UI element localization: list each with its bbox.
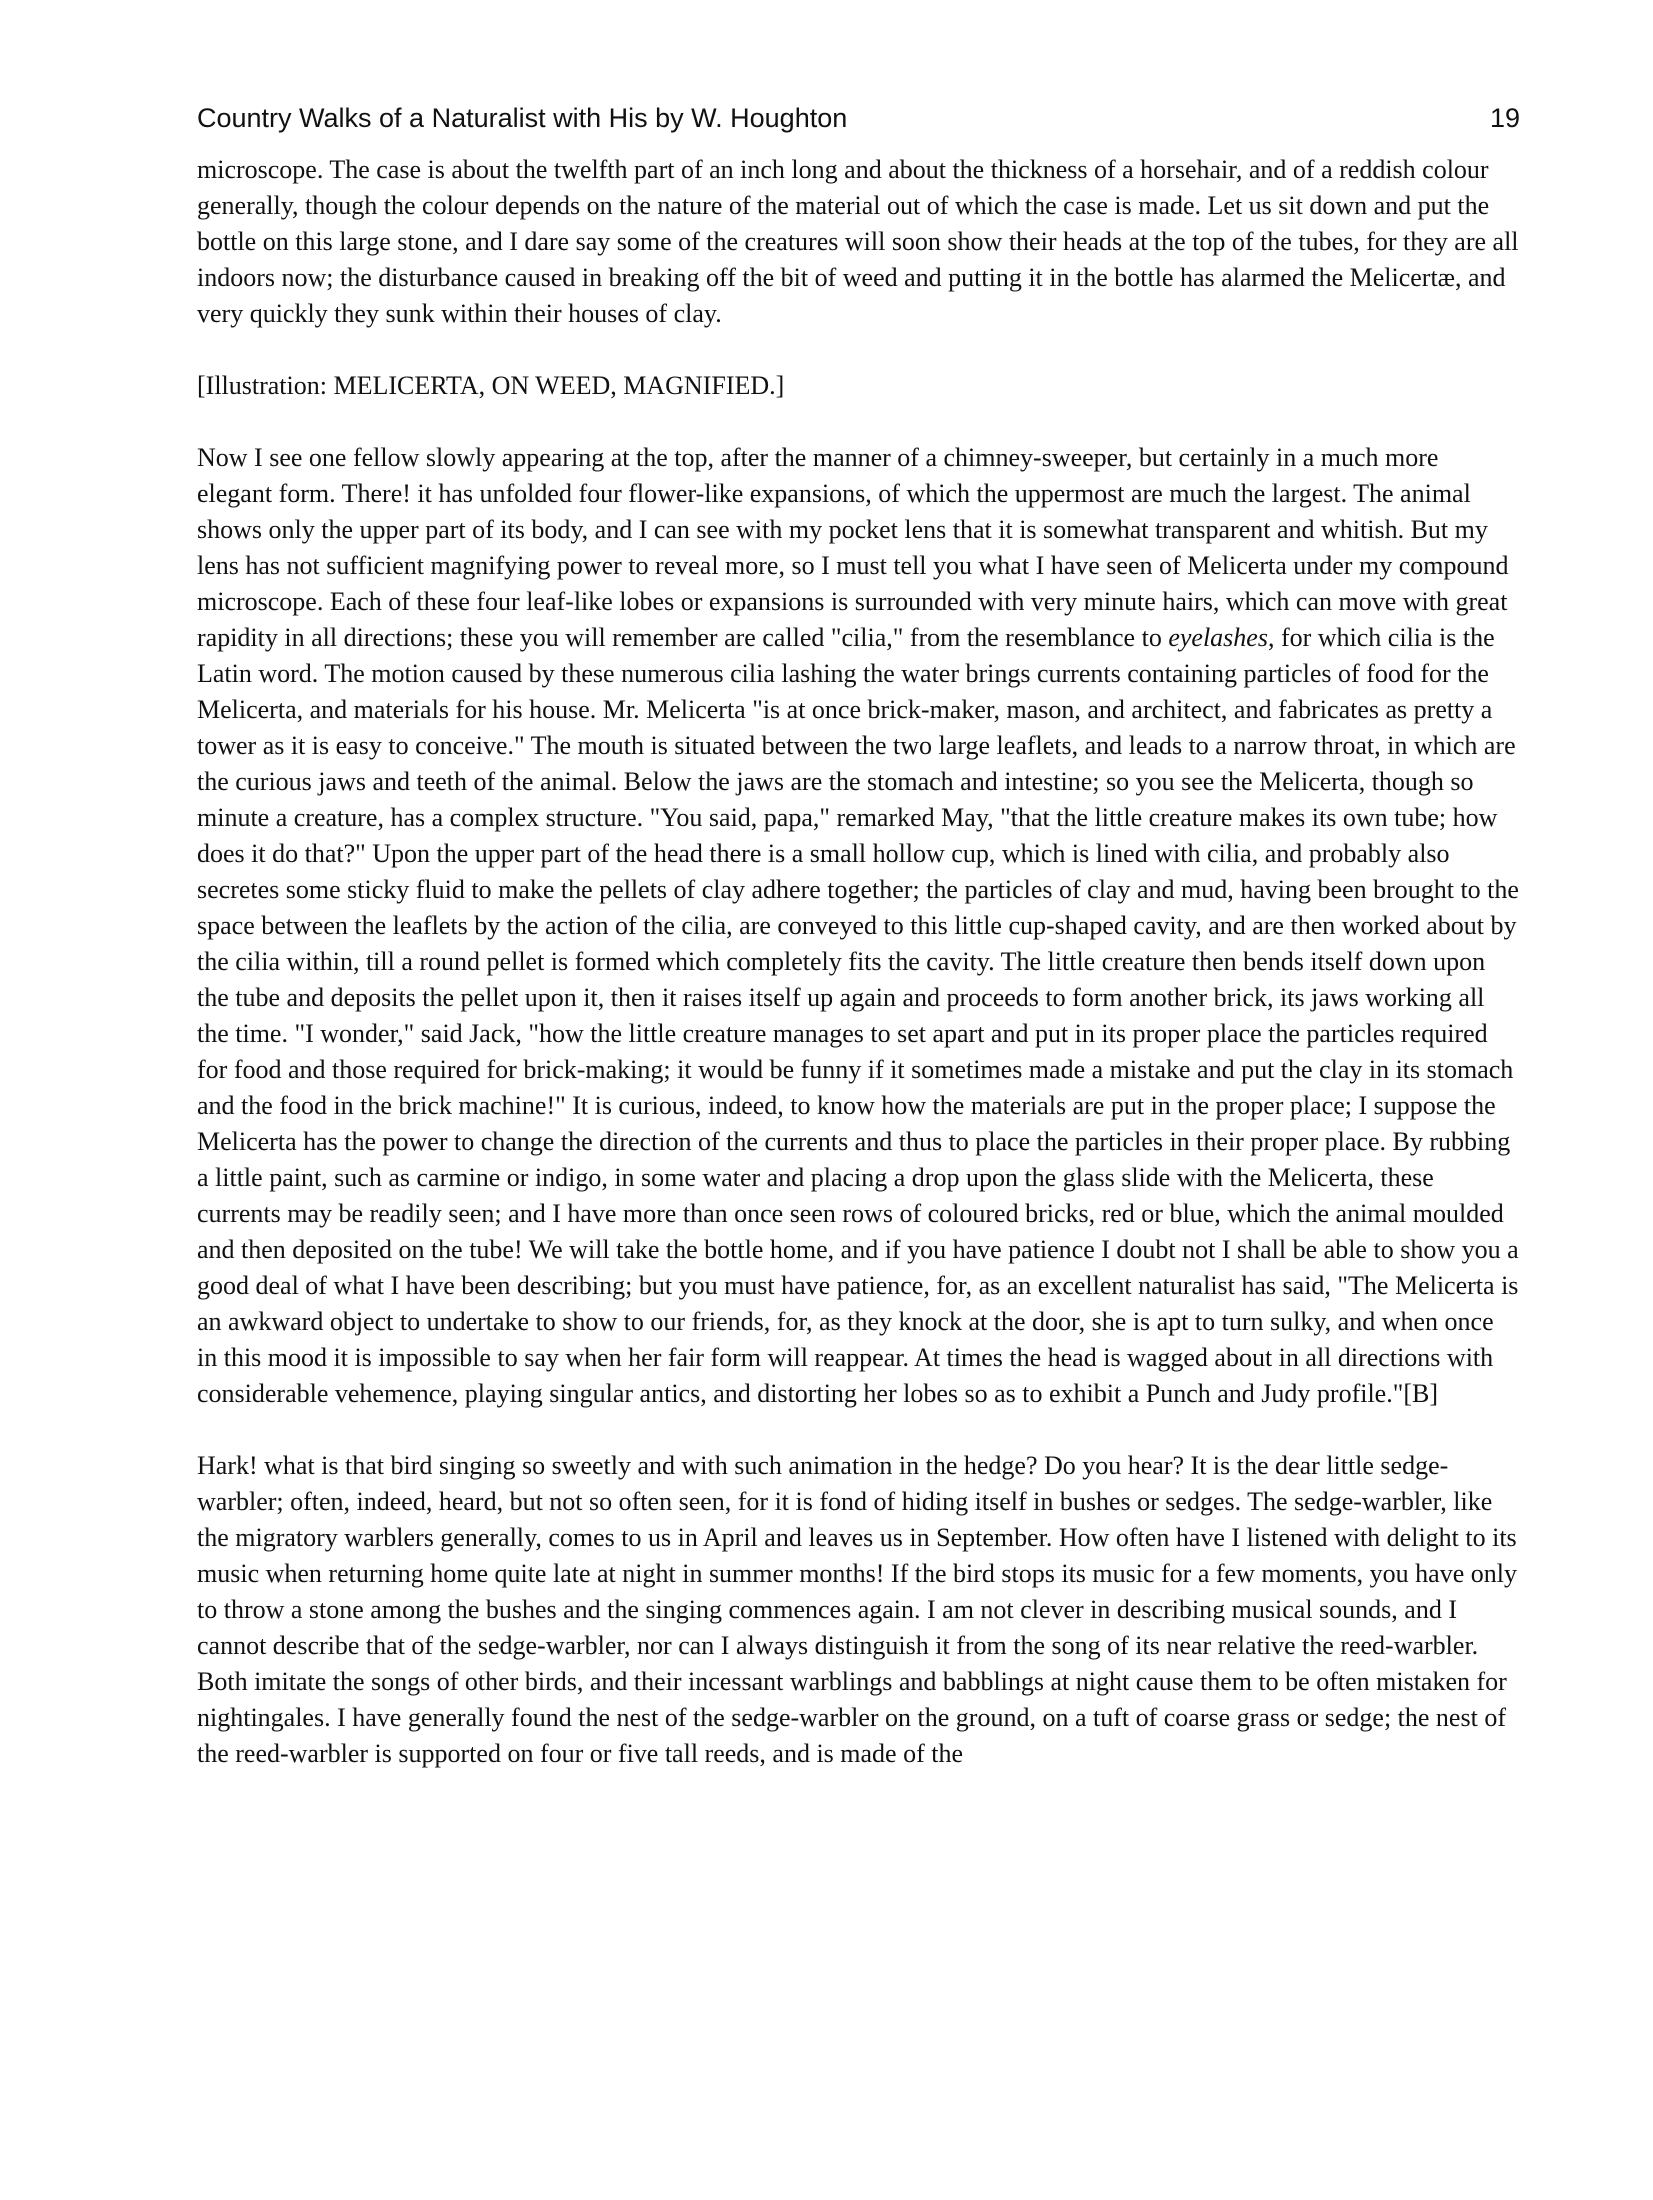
paragraph-3-part-b: , for which cilia is the Latin word. The motion caused by these numerous cilia lashing the water brings currents containing particles of food for the Melicerta, and materials for his house. Mr. Melicerta "is at once brick-maker, mason, and architect, and fabricates as pretty a tower as it is easy to conceive." The mouth is situated between the two large leaflets, and leads to a narrow throat, in which are the curious jaws and teeth of the animal. Below the jaws are the stomach and intestine; so you see the Melicerta, though so minute a creature, has a complex structure. "You said, papa," remarked May, "that the little creature makes its own tube; how does it do that?" Upon the upper part of the head there is a small hollow cup, which is lined with cilia, and probably also secretes some sticky fluid to make the pellets of clay adhere together; the particles of clay and mud, having been brought to the space between the leaflets by the action of the cilia, are conveyed to this little cup-shaped cavity, and are then worked about by the cilia within, till a round pellet is formed which completely fits the cavity. The little creature then bends itself down upon the tube and deposits the pellet upon it, then it raises itself up again and proceeds to form another brick, its jaws working all the time. "I wonder," said Jack, "how the little creature manages to set apart and put in its proper place the particles required for food and those required for brick-making; it would be funny if it sometimes made a mistake and put the clay in its stomach and the food in the brick machine!" It is curious, indeed, to know how the materials are put in the proper place; I suppose the Melicerta has the power to change the direction of the currents and thus to place the particles in their proper place. By rubbing a little paint, such as carmine or indigo, in some water and placing a drop upon the glass slide with the Melicerta, these currents may be readily seen; and I have more than once seen rows of coloured bricks, red or blue, which the animal moulded and then deposited on the tube! We will take the bottle home, and if you have patience I doubt not I shall be able to show you a good deal of what I have been describing; but you must have patience, for, as an excellent naturalist has said, "The Melicerta is an awkward object to undertake to show to our friends, for, as they knock at the door, she is apt to turn sulky, and when once in this mood it is impossible to say when her fair form will reappear. At times the head is wagged about in all directions with considerable vehemence, playing singular antics, and distorting her lobes so as to exhibit a Punch and Judy profile."[B] bbox=[197, 623, 1519, 1408]
running-title: Country Walks of a Naturalist with His by W. Houghton bbox=[197, 103, 848, 133]
body-text bbox=[197, 152, 1520, 1772]
paragraph-3-part-a: Now I see one fellow slowly appearing at the top, after the manner of a chimney-sweeper, but certainly in a much more elegant form. There! it has unfolded four flower-like expansions, of which the uppermost are much the largest. The animal shows only the upper part of its body, and I can see with my pocket lens that it is somewhat transparent and whitish. But my lens has not sufficient magnifying power to reveal more, so I must tell you what I have seen of Melicerta under my compound microscope. Each of these four leaf-like lobes or expansions is surrounded with very minute hairs, which can move with great rapidity in all directions; these you will remember are called "cilia," from the resemblance to bbox=[197, 443, 1509, 652]
paragraph-4: Hark! what is that bird singing so sweetly and with such animation in the hedge? Do you hear? It is the dear little sedge-warbler; often, indeed, heard, but not so often seen, for it is fond of hiding itself in bushes or sedges. The sedge-warbler, like the migratory warblers generally, comes to us in April and leaves us in September. How often have I listened with delight to its music when returning home quite late at night in summer months! If the bird stops its music for a few moments, you have only to throw a stone among the bushes and the singing commences again. I am not clever in describing musical sounds, and I cannot describe that of the sedge-warbler, nor can I always distinguish it from the song of its near relative the reed-warbler. Both imitate the songs of other birds, and their incessant warblings and babblings at night cause them to be often mistaken for nightingales. I have generally found the nest of the sedge-warbler on the ground, on a tuft of coarse grass or sedge; the nest of the reed-warbler is supported on four or five tall reeds, and is made of the bbox=[197, 1451, 1517, 1768]
paragraph-1: microscope. The case is about the twelfth part of an inch long and about the thickness of a horsehair, and of a reddish colour generally, though the colour depends on the nature of the material out of which the case is made. Let us sit down and put the bottle on this large stone, and I dare say some of the creatures will soon show their heads at the top of the tubes, for they are all indoors now; the disturbance caused in breaking off the bit of weed and putting it in the bottle has alarmed the Melicertæ, and very quickly they sunk within their houses of clay. bbox=[197, 155, 1519, 328]
document-page bbox=[197, 100, 1520, 1772]
illustration-caption: [Illustration: MELICERTA, ON WEED, MAGNIFIED.] bbox=[197, 371, 785, 400]
page-number: 19 bbox=[1489, 103, 1520, 133]
paragraph-3 bbox=[197, 440, 1520, 1412]
running-header bbox=[197, 100, 1520, 140]
emphasis-eyelashes: eyelashes bbox=[1168, 623, 1268, 652]
